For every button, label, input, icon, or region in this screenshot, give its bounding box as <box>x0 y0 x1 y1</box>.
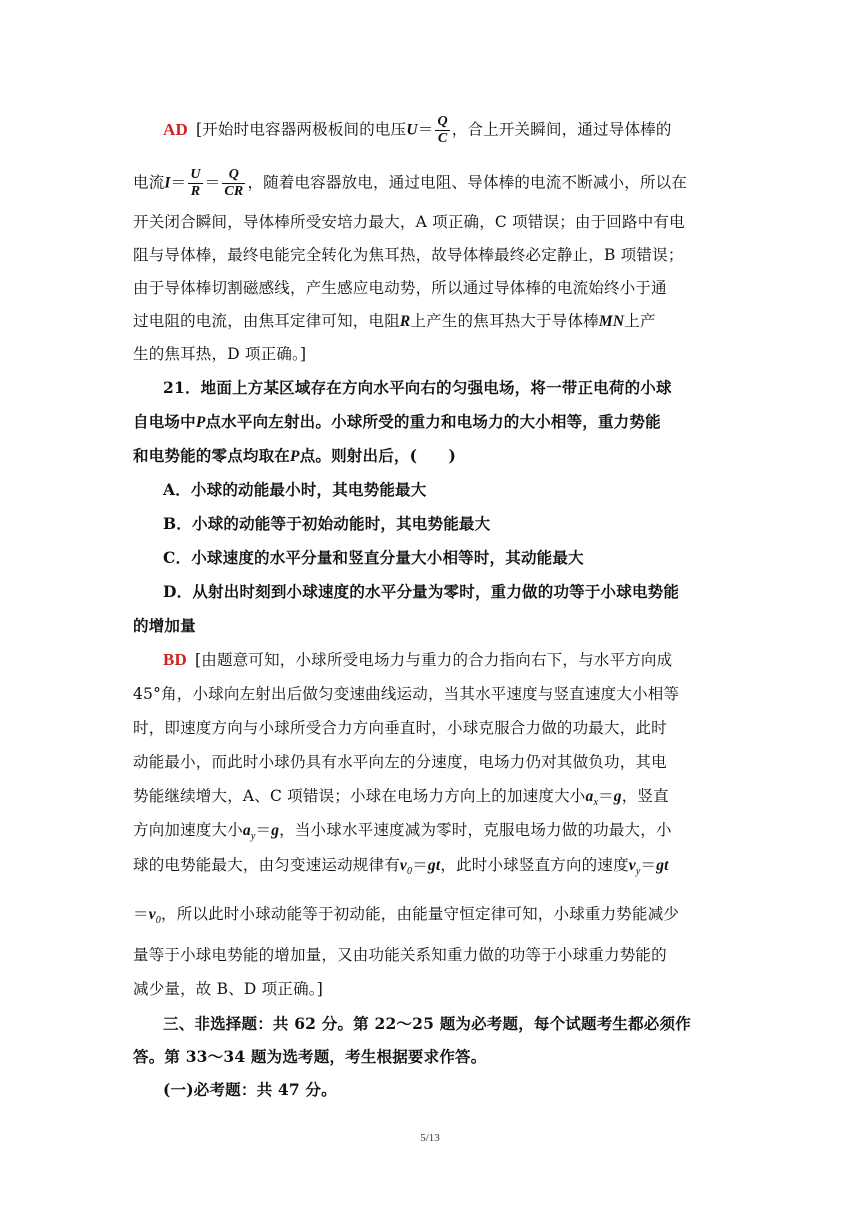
equals: ＝ <box>598 787 614 805</box>
text: ，所以此时小球动能等于初动能，由能量守恒定律可知，小球重力势能减少 <box>161 905 680 923</box>
subscript-0: 0 <box>155 915 161 926</box>
answer-20-line-2 <box>133 167 687 200</box>
numerator: Q <box>437 114 448 129</box>
question-21-line-1: 21．地面上方某区域存在方向水平向右的匀强电场，将一带正电荷的小球 <box>163 378 672 397</box>
symbol-P: P <box>195 414 206 431</box>
symbol-v: v <box>399 857 407 874</box>
equals: ＝ <box>170 173 187 192</box>
symbol-a: a <box>242 822 251 839</box>
symbol-gt: gt <box>427 857 441 874</box>
answer-20-line-6 <box>133 309 656 334</box>
symbol-I: I <box>164 174 171 192</box>
subscript-x: x <box>593 797 599 808</box>
answer-20-line-1 <box>163 114 672 147</box>
symbol-MN: MN <box>598 313 625 330</box>
symbol-v: v <box>148 906 156 923</box>
answer-20-line-4: 阻与导体棒，最终电能完全转化为焦耳热，故导体棒最终必定静止，B 项错误； <box>133 246 684 264</box>
text: 方向加速度大小 <box>133 821 243 839</box>
symbol-R: R <box>399 313 411 330</box>
equals: ＝ <box>640 856 657 874</box>
option-c: C．小球速度的水平分量和竖直分量大小相等时，其动能最大 <box>163 548 584 567</box>
text: 电流 <box>133 173 165 192</box>
answer-21-line-7 <box>133 853 669 884</box>
text: [由题意可知，小球所受电场力与重力的合力指向右下，与水平方向成 <box>195 651 673 669</box>
subscript-0: 0 <box>407 866 413 877</box>
text: 球的电势能最大，由匀变速运动规律有 <box>133 856 400 874</box>
denominator: CR <box>224 184 244 199</box>
fraction-U-over-R <box>188 167 202 200</box>
equals: ＝ <box>133 905 149 923</box>
section-3-line-3: (一)必考题：共 47 分。 <box>163 1080 337 1099</box>
question-21-line-2 <box>133 410 661 435</box>
answer-20-line-7: 生的焦耳热，D 项正确。] <box>133 345 307 363</box>
answer-21-line-2: 45°角，小球向左射出后做匀变速曲线运动，当其水平速度与竖直速度大小相等 <box>133 685 680 703</box>
option-b: B．小球的动能等于初始动能时，其电势能最大 <box>163 514 491 533</box>
text: ，随着电容器放电，通过电阻、导体棒的电流不断减小，所以在 <box>247 173 688 192</box>
section-3-line-1: 三、非选择题：共 62 分。第 22～25 题为必考题，每个试题考生都必须作 <box>163 1014 691 1033</box>
denominator: C <box>437 131 448 146</box>
subscript-y: y <box>250 831 256 842</box>
symbol-U: U <box>406 121 418 139</box>
text: 自电场中 <box>133 412 196 431</box>
denominator: R <box>190 184 201 199</box>
symbol-P: P <box>290 448 300 465</box>
answer-tag: AD <box>163 119 188 139</box>
option-d-line-2: 的增加量 <box>133 616 196 635</box>
answer-21-line-3: 时，即速度方向与小球所受合力方向垂直时，小球克服合力做的功最大，此时 <box>133 719 667 737</box>
answer-tag: BD <box>163 650 188 669</box>
text: ，此时小球竖直方向的速度 <box>440 856 629 874</box>
page-number: 5/13 <box>420 1132 440 1144</box>
text: 势能继续增大，A、C 项错误；小球在电场力方向上的加速度大小 <box>133 787 586 805</box>
equals: ＝ <box>417 120 434 139</box>
symbol-gt: gt <box>656 857 669 874</box>
answer-20-line-5: 由于导体棒切割磁感线，产生感应电动势，所以通过导体棒的电流始终小于通 <box>133 279 667 297</box>
equals: ＝ <box>412 856 428 874</box>
option-d-line-1: D．从射出时刻到小球速度的水平分量为零时，重力做的功等于小球电势能 <box>163 582 680 601</box>
text: 过电阻的电流，由焦耳定律可知，电阻 <box>133 312 400 330</box>
answer-21-line-9: 量等于小球电势能的增加量，又由功能关系知重力做的功等于小球重力势能的 <box>133 946 667 964</box>
answer-21-line-6 <box>133 818 672 849</box>
equals: ＝ <box>204 173 221 192</box>
numerator: Q <box>222 167 245 184</box>
symbol-v: v <box>628 857 636 874</box>
text: 点水平向左射出。小球所受的重力和电场力的大小相等，重力势能 <box>205 412 661 431</box>
text: ，当小球水平速度减为零时，克服电场力做的功最大，小 <box>279 821 672 839</box>
answer-21-line-5 <box>133 784 669 815</box>
symbol-g: g <box>613 788 622 805</box>
symbol-a: a <box>585 788 594 805</box>
text: ，竖直 <box>621 787 669 805</box>
text: [开始时电容器两极板间的电压 <box>195 120 407 139</box>
text: ，合上开关瞬间，通过导体棒的 <box>451 120 672 139</box>
answer-21-line-4: 动能最小，而此时小球仍具有水平向左的分速度，电场力仍对其做负功，其电 <box>133 753 667 771</box>
subscript-y: y <box>635 866 641 877</box>
text: 上产生的焦耳热大于导体棒 <box>410 312 599 330</box>
answer-21-line-10: 减少量，故 B、D 项正确。] <box>133 980 323 998</box>
answer-21-line-8 <box>133 902 679 933</box>
numerator: U <box>190 167 201 182</box>
answer-21-line-1 <box>163 648 672 672</box>
symbol-g: g <box>271 822 280 839</box>
text: 和电势能的零点均取在 <box>133 446 291 465</box>
question-21-line-3 <box>133 444 456 469</box>
fraction-Q-over-C <box>435 114 449 147</box>
fraction-Q-over-CR <box>222 167 245 200</box>
text: 点。则射出后，( ) <box>299 446 457 465</box>
answer-20-line-3: 开关闭合瞬间，导体棒所受安培力最大，A 项正确，C 项错误；由于回路中有电 <box>133 213 685 231</box>
text: 上产 <box>624 312 656 330</box>
equals: ＝ <box>255 821 272 839</box>
section-3-line-2: 答。第 33～34 题为选考题，考生根据要求作答。 <box>133 1047 487 1066</box>
option-a: A．小球的动能最小时，其电势能最大 <box>163 480 427 499</box>
